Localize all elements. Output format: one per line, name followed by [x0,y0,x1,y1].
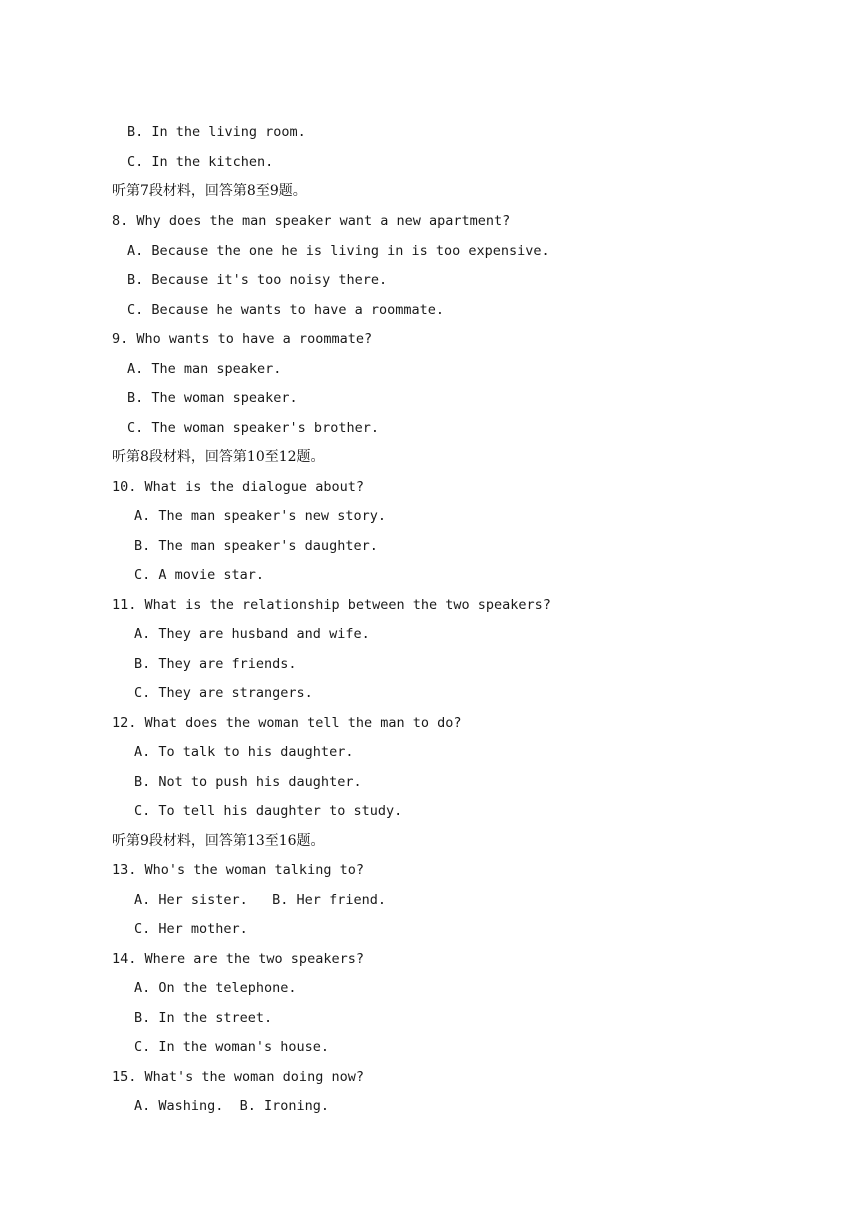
question-line: 15. What's the woman doing now? [112,1069,364,1085]
option-line: B. In the living room. [127,124,306,140]
option-line: B. Not to push his daughter. [134,774,362,790]
question-line: 10. What is the dialogue about? [112,479,364,495]
question-line: 8. Why does the man speaker want a new apartment? [112,213,511,229]
option-line: A. Her sister. B. Her friend. [134,892,386,908]
option-line: A. Because the one he is living in is too expensive. [127,243,550,259]
question-line: 13. Who's the woman talking to? [112,862,364,878]
option-line: B. In the street. [134,1010,273,1026]
option-line: C. To tell his daughter to study. [134,803,403,819]
question-line: 9. Who wants to have a roommate? [112,331,373,347]
option-line: C. The woman speaker's brother. [127,420,379,436]
option-line: C. A movie star. [134,567,265,583]
question-line: 12. What does the woman tell the man to do? [112,715,462,731]
option-line: A. They are husband and wife. [134,626,370,642]
option-line: A. Washing. B. Ironing. [134,1098,330,1114]
section-instruction: 听第7段材料，回答第8至9题。 [112,183,307,199]
option-line: C. In the woman's house. [134,1039,330,1055]
option-line: B. Because it's too noisy there. [127,272,388,288]
option-line: A. On the telephone. [134,980,297,996]
option-line: B. The man speaker's daughter. [134,538,378,554]
question-line: 14. Where are the two speakers? [112,951,364,967]
option-line: C. In the kitchen. [127,154,274,170]
section-instruction: 听第9段材料，回答第13至16题。 [112,833,325,849]
option-line: A. The man speaker. [127,361,282,377]
section-instruction: 听第8段材料，回答第10至12题。 [112,449,325,465]
question-line: 11. What is the relationship between the two speakers? [112,597,551,613]
option-line: B. They are friends. [134,656,297,672]
option-line: A. To talk to his daughter. [134,744,354,760]
option-line: B. The woman speaker. [127,390,298,406]
option-line: C. Her mother. [134,921,248,937]
option-line: A. The man speaker's new story. [134,508,386,524]
option-line: C. They are strangers. [134,685,313,701]
option-line: C. Because he wants to have a roommate. [127,302,444,318]
